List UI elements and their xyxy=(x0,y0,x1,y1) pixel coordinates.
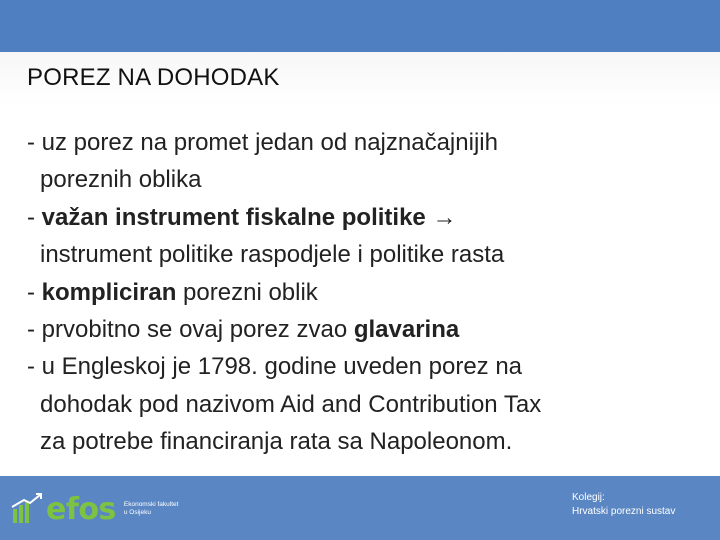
efos-logo-icon xyxy=(10,492,44,526)
text-span: - u Engleskoj je 1798. godine uveden porez na xyxy=(27,353,523,381)
text-span: dohodak pod nazivom Aid and Contribution Tax xyxy=(40,390,542,418)
bullet-line xyxy=(27,386,707,423)
slide-title: POREZ NA DOHODAK xyxy=(27,64,280,91)
header-band xyxy=(0,0,720,52)
bullet-line xyxy=(27,161,707,198)
bullet-line xyxy=(27,348,707,385)
text-span: - prvobitno se ovaj porez zvao xyxy=(27,316,354,344)
course-name: Hrvatski porezni sustav xyxy=(572,506,676,517)
course-label: Kolegij: xyxy=(572,492,605,503)
slide-body xyxy=(27,124,707,461)
bullet-line xyxy=(27,311,707,348)
text-span: instrument politike raspodjele i politike rasta xyxy=(40,241,505,269)
bold-text: kompliciran xyxy=(41,278,177,306)
bullet-line xyxy=(27,423,707,460)
text-span: za potrebe financiranja rata sa Napoleonom. xyxy=(40,428,513,456)
efos-logo xyxy=(10,491,178,527)
text-span: poreznih oblika xyxy=(40,166,202,194)
logo-subtitle-line2: u Osijeku xyxy=(123,509,151,516)
logo-subtitle-line1: Ekonomski fakultet xyxy=(123,501,179,508)
text-span: - uz porez na promet jedan od najznačajnijih xyxy=(27,129,498,156)
bullet-line xyxy=(27,236,707,273)
course-info xyxy=(572,491,675,519)
bold-text: glavarina xyxy=(353,316,460,344)
bullet-line xyxy=(27,124,707,161)
text-span: porezni oblik xyxy=(176,278,318,306)
bullet-line xyxy=(27,274,707,311)
logo-subtitle xyxy=(124,501,179,517)
logo-wordmark: efos xyxy=(46,491,116,527)
bold-text: važan instrument fiskalne politike → xyxy=(41,203,457,231)
text-span: - xyxy=(27,278,42,306)
text-span: - xyxy=(27,203,42,231)
bullet-line xyxy=(27,199,707,236)
footer-bar xyxy=(0,476,720,540)
